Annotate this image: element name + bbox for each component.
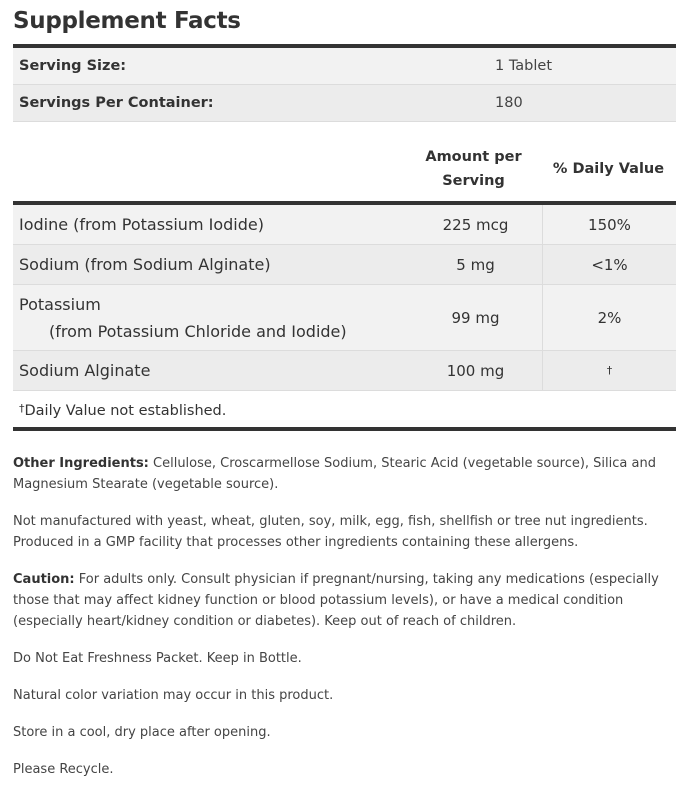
caution-statement	[13, 569, 676, 632]
other-ingredients	[13, 453, 676, 495]
nutrient-name: Sodium Alginate	[13, 351, 409, 391]
daily-value-header: % Daily Value	[552, 161, 665, 177]
nutrient-amount: 225 mcg	[409, 203, 543, 245]
servings-per-container-value: 180	[495, 85, 676, 122]
other-ingredients-label: Other Ingredients:	[13, 456, 149, 471]
caution-text: For adults only. Consult physician if pregnant/nursing, taking any medications (especially those that may affect kidney function or blood potassium levels), or have a medical condition (especially heart/kidney condition or diabetes). Keep out of reach of children.	[13, 572, 659, 629]
nutrient-daily-value: †	[543, 351, 677, 391]
product-notes	[13, 453, 676, 780]
page-title: Supplement Facts	[13, 8, 241, 34]
nutrient-amount: 99 mg	[409, 285, 543, 351]
nutrient-name-cell	[13, 285, 409, 351]
recycle-note: Please Recycle.	[13, 762, 114, 777]
color-variation-note: Natural color variation may occur in this product.	[13, 688, 334, 703]
servings-per-container-row	[13, 85, 676, 122]
nutrient-name: Sodium (from Sodium Alginate)	[13, 245, 409, 285]
facts-table	[13, 201, 676, 391]
nutrient-name: Iodine (from Potassium Iodide)	[13, 203, 409, 245]
amount-per-serving-header: Amount per Serving	[425, 149, 522, 189]
dagger-symbol: †	[19, 402, 25, 415]
table-row	[13, 245, 676, 285]
nutrient-daily-value: 150%	[543, 203, 677, 245]
storage-note: Store in a cool, dry place after opening.	[13, 725, 271, 740]
serving-size-label: Serving Size:	[13, 46, 495, 85]
caution-label: Caution:	[13, 572, 75, 587]
table-row	[13, 285, 676, 351]
daily-value-footnote	[13, 391, 676, 431]
other-ingredients-text: Cellulose, Croscarmellose Sodium, Stearic Acid (vegetable source), Silica and Magnesium Stearate (vegetable source).	[13, 456, 656, 492]
nutrient-amount: 5 mg	[409, 245, 543, 285]
serving-size-value: 1 Tablet	[495, 46, 676, 85]
servings-per-container-label: Servings Per Container:	[13, 85, 495, 122]
nutrient-source: (from Potassium Chloride and Iodide)	[49, 321, 347, 341]
nutrient-header	[13, 144, 406, 201]
nutrient-amount: 100 mg	[409, 351, 543, 391]
allergen-statement: Not manufactured with yeast, wheat, gluten, soy, milk, egg, fish, shellfish or tree nut ingredients. Produced in a GMP facility that processes other ingredients containing these allergens.	[13, 514, 648, 550]
nutrient-name: Potassium	[19, 294, 101, 314]
serving-size-row	[13, 46, 676, 85]
freshness-packet-note: Do Not Eat Freshness Packet. Keep in Bottle.	[13, 651, 302, 666]
facts-header	[13, 144, 676, 201]
table-row	[13, 203, 676, 245]
footnote-text: Daily Value not established.	[24, 403, 227, 419]
serving-info-table	[13, 44, 676, 122]
table-row	[13, 351, 676, 391]
nutrient-daily-value: <1%	[543, 245, 677, 285]
nutrient-daily-value: 2%	[543, 285, 677, 351]
